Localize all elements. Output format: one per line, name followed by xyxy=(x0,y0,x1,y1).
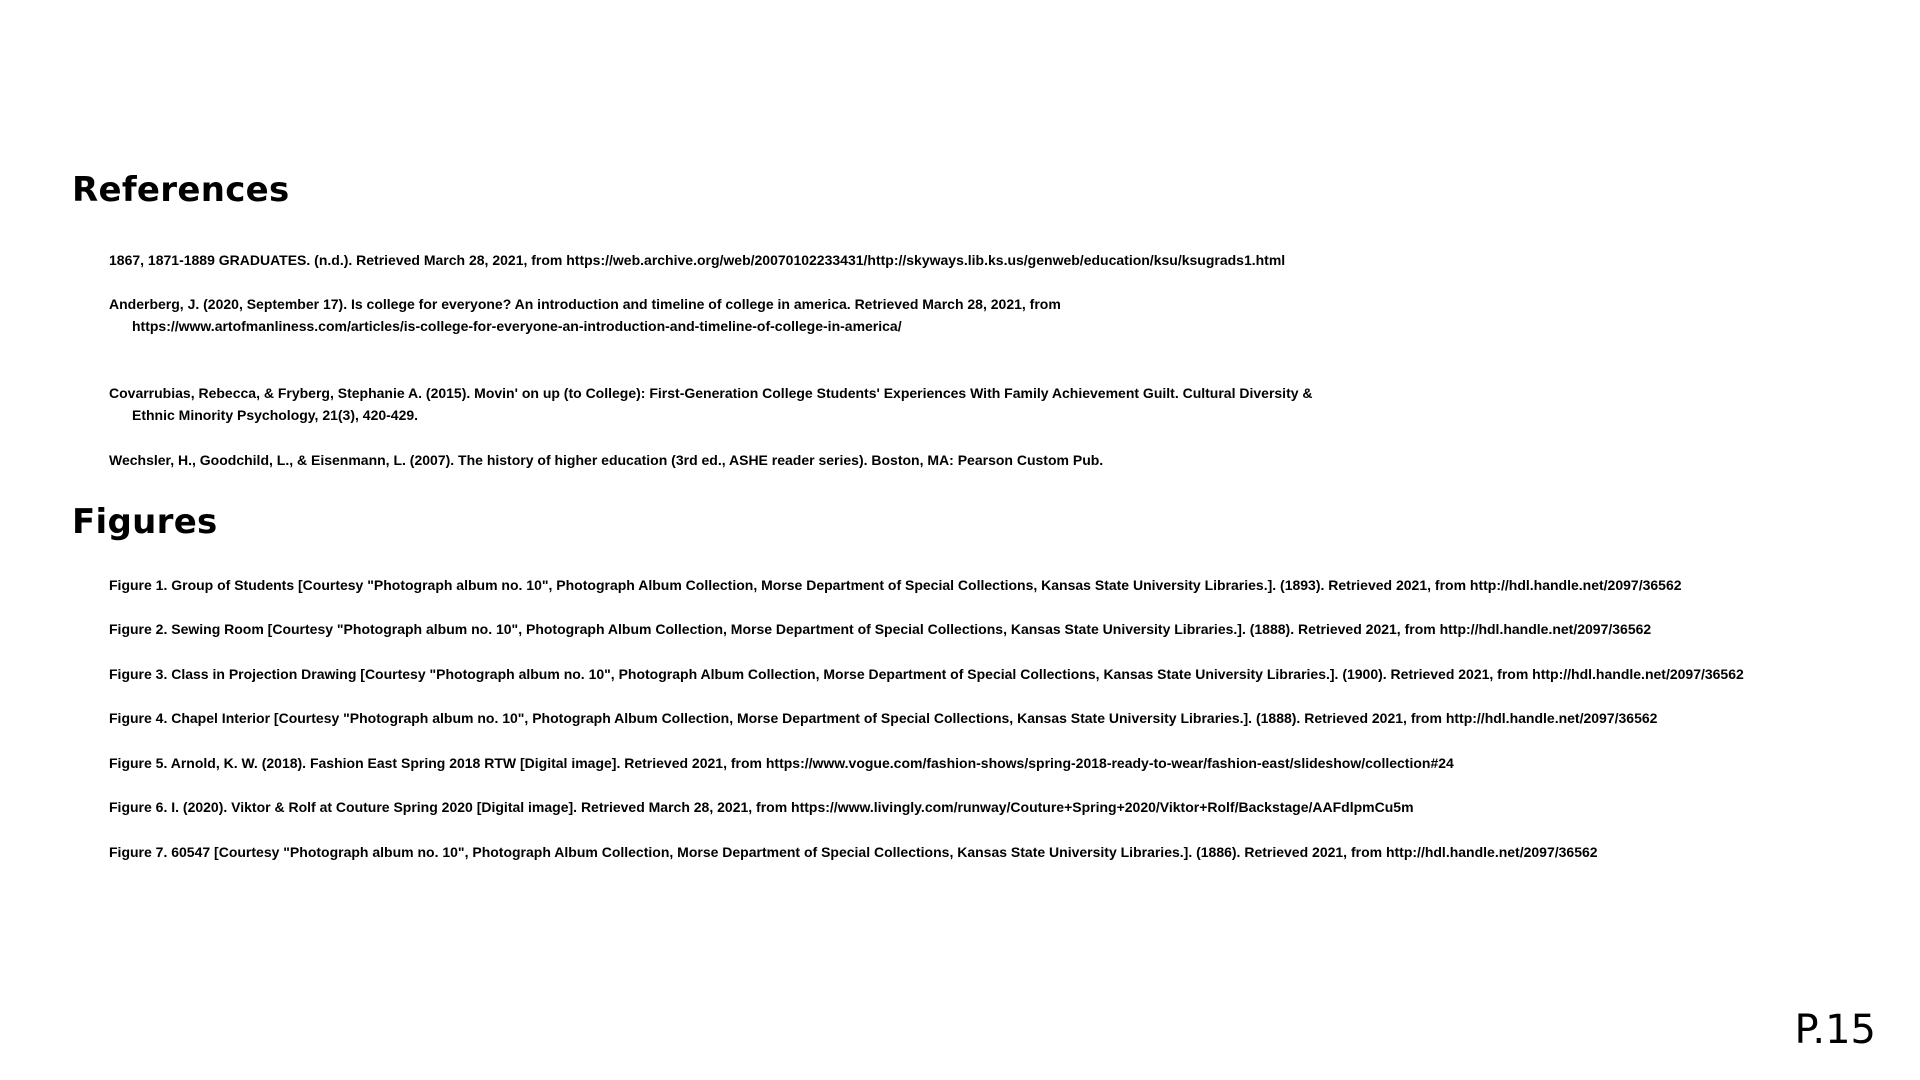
page-number: P.15 xyxy=(1794,1007,1876,1053)
reference-entry xyxy=(109,249,1869,271)
reference-line-continued: https://www.artofmanliness.com/articles/is-college-for-everyone-an-introduction-and-timeline-of-college-in-america/ xyxy=(132,318,902,334)
figure-entry: Figure 2. Sewing Room [Courtesy "Photograph album no. 10", Photograph Album Collection, Morse Department of Special Collections, Kansas State University Libraries.]. (1888). Retrieved 2021, from http://hdl.handle.net/2097/36562 xyxy=(109,621,1652,637)
reference-entry xyxy=(109,449,1869,471)
figure-entry: Figure 4. Chapel Interior [Courtesy "Photograph album no. 10", Photograph Album Collection, Morse Department of Special Collections, Kansas State University Libraries.]. (1888). Retrieved 2021, from http://hdl.handle.net/2097/36562 xyxy=(109,710,1658,726)
reference-line: Wechsler, H., Goodchild, L., & Eisenmann, L. (2007). The history of higher education (3rd ed., ASHE reader series). Boston, MA: Pearson Custom Pub. xyxy=(109,452,1104,468)
figure-entry: Figure 1. Group of Students [Courtesy "Photograph album no. 10", Photograph Album Collection, Morse Department of Special Collections, Kansas State University Libraries.]. (1893). Retrieved 2021, from http://hdl.handle.net/2097/36562 xyxy=(109,577,1682,593)
figure-entry: Figure 5. Arnold, K. W. (2018). Fashion East Spring 2018 RTW [Digital image]. Retrieved 2021, from https://www.vogue.com/fashion-shows/spring-2018-ready-to-wear/fashion-east/slideshow/collection#24 xyxy=(109,755,1454,771)
reference-entry xyxy=(109,382,1869,426)
figures-heading: Figures xyxy=(72,502,218,542)
reference-line: Covarrubias, Rebecca, & Fryberg, Stephanie A. (2015). Movin' on up (to College): First-Generation College Students' Experiences With Family Achievement Guilt. Cultural Diversity & xyxy=(109,385,1313,401)
figure-entry: Figure 7. 60547 [Courtesy "Photograph album no. 10", Photograph Album Collection, Morse Department of Special Collections, Kansas State University Libraries.]. (1886). Retrieved 2021, from http://hdl.handle.net/2097/36562 xyxy=(109,844,1598,860)
figure-entry: Figure 3. Class in Projection Drawing [Courtesy "Photograph album no. 10", Photograph Album Collection, Morse Department of Special Collections, Kansas State University Libraries.]. (1900). Retrieved 2021, from http://hdl.handle.net/2097/36562 xyxy=(109,666,1744,682)
figure-entry: Figure 6. I. (2020). Viktor & Rolf at Couture Spring 2020 [Digital image]. Retrieved March 28, 2021, from https://www.livingly.com/runway/Couture+Spring+2020/Viktor+Rolf/Backstage/AAFdlpmCu5m xyxy=(109,799,1414,815)
reference-entry xyxy=(109,293,1869,337)
references-heading: References xyxy=(72,170,290,210)
reference-line: Anderberg, J. (2020, September 17). Is college for everyone? An introduction and timeline of college in america. Retrieved March 28, 2021, from xyxy=(109,296,1061,312)
reference-line-continued: Ethnic Minority Psychology, 21(3), 420-429. xyxy=(132,407,419,423)
reference-line: 1867, 1871-1889 GRADUATES. (n.d.). Retrieved March 28, 2021, from https://web.archive.org/web/20070102233431/http://skyways.lib.ks.us/genweb/education/ksu/ksugrads1.html xyxy=(109,252,1286,268)
